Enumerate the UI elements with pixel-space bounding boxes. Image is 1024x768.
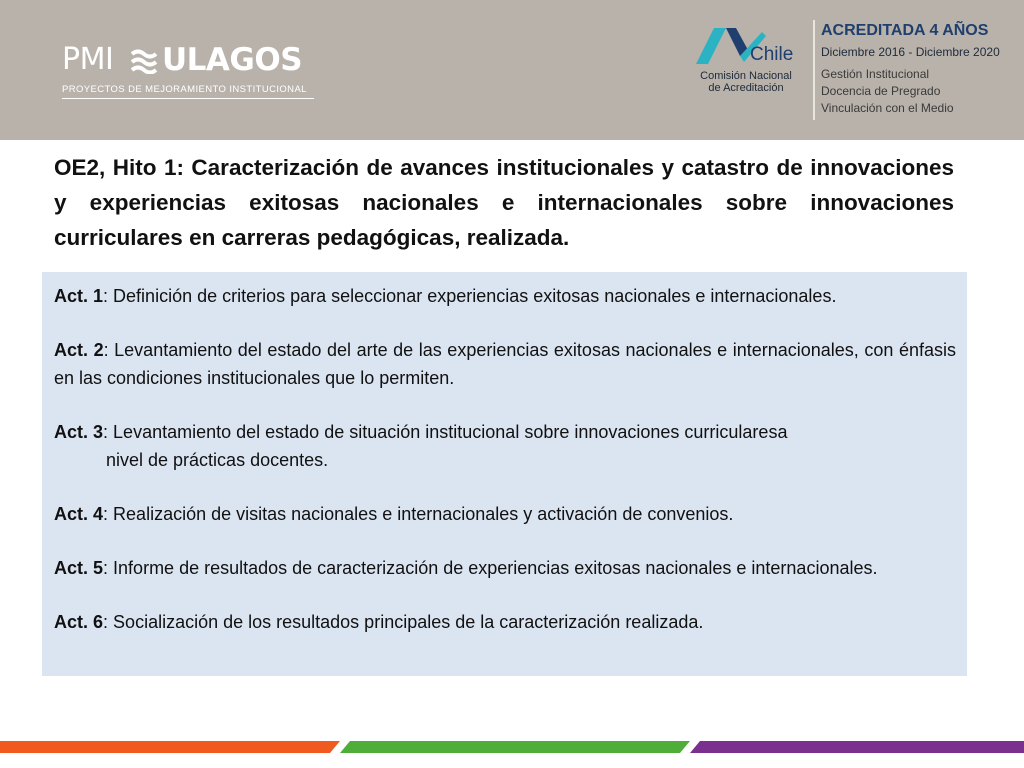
cna-country: Chile (750, 44, 794, 65)
accreditation-block (821, 20, 1021, 117)
cna-name (690, 70, 802, 94)
pmi-ulagos-logo (62, 40, 322, 106)
activity-item: Act. 2: Levantamiento del estado del arte de las experiencias exitosas nacionales e internacionales, con énfasis en las condiciones institucionales que lo permiten. (54, 340, 956, 388)
activity-text: Levantamiento del estado del arte de las experiencias exitosas nacionales e internacionales, con énfasis en las condiciones institucionales que lo permiten. (54, 340, 956, 388)
activity-item: Act. 1: Definición de criterios para seleccionar experiencias exitosas nacionales e internacionales. (54, 286, 837, 306)
accreditation-dates: Diciembre 2016 - Diciembre 2020 (821, 45, 1000, 59)
waves-icon (130, 46, 158, 74)
header-divider (813, 20, 815, 120)
footer-stripe-purple (690, 741, 1024, 753)
accreditation-area: Vinculación con el Medio (821, 101, 954, 115)
activities-list (54, 282, 956, 662)
activity-item: Act. 6: Socialización de los resultados principales de la caracterización realizada. (54, 612, 704, 632)
accreditation-title: ACREDITADA 4 AÑOS (821, 22, 989, 39)
pmi-logo-subtitle: PROYECTOS DE MEJORAMIENTO INSTITUCIONAL (62, 84, 307, 95)
activity-label: Act. 2 (54, 340, 104, 360)
accreditation-areas (821, 66, 1021, 117)
activity-text: Realización de visitas nacionales e internacionales y activación de convenios. (113, 504, 734, 524)
accreditation-area: Gestión Institucional (821, 67, 930, 81)
header-banner (0, 0, 1024, 140)
accreditation-area: Docencia de Pregrado (821, 84, 941, 98)
activity-label: Act. 1 (54, 286, 104, 306)
cna-logo (690, 26, 802, 106)
activities-panel (42, 272, 967, 676)
footer-stripe-green (340, 741, 690, 753)
pmi-logo-brand: ULAGOS (162, 42, 303, 78)
footer-stripes (0, 741, 1024, 753)
cna-name-line2: de Acreditación (708, 82, 784, 94)
activity-item: Act. 3: Levantamiento del estado de situación institucional sobre innovaciones curricularesa nivel de prácticas docentes. (54, 418, 956, 474)
activity-text: Levantamiento del estado de situación institucional sobre innovaciones curricularesa (113, 422, 788, 442)
activity-continuation: nivel de prácticas docentes. (106, 450, 329, 470)
footer-color-bar (0, 741, 1024, 753)
activity-label: Act. 4 (54, 504, 104, 524)
activity-label: Act. 5 (54, 558, 104, 578)
slide-title: OE2, Hito 1: Caracterización de avances institucionales y catastro de innovaciones y experiencias exitosas nacionales e internacionales sobre innovaciones curriculares en carreras pedagógicas, realizada. (54, 155, 954, 250)
activity-item: Act. 4: Realización de visitas nacionales e internacionales y activación de convenios. (54, 504, 734, 524)
activity-text: Definición de criterios para seleccionar experiencias exitosas nacionales e internacionales. (113, 286, 837, 306)
footer-stripe-orange (0, 741, 340, 753)
pmi-logo-underline (62, 98, 314, 99)
cna-name-line1: Comisión Nacional (700, 70, 792, 82)
activity-text: Socialización de los resultados principales de la caracterización realizada. (113, 612, 704, 632)
activity-label: Act. 3 (54, 422, 104, 442)
activity-text: Informe de resultados de caracterización de experiencias exitosas nacionales e internacionales. (113, 558, 878, 578)
activity-item: Act. 5: Informe de resultados de caracterización de experiencias exitosas nacionales e internacionales. (54, 558, 878, 578)
activity-label: Act. 6 (54, 612, 104, 632)
pmi-logo-pmi: PMI (62, 42, 114, 77)
